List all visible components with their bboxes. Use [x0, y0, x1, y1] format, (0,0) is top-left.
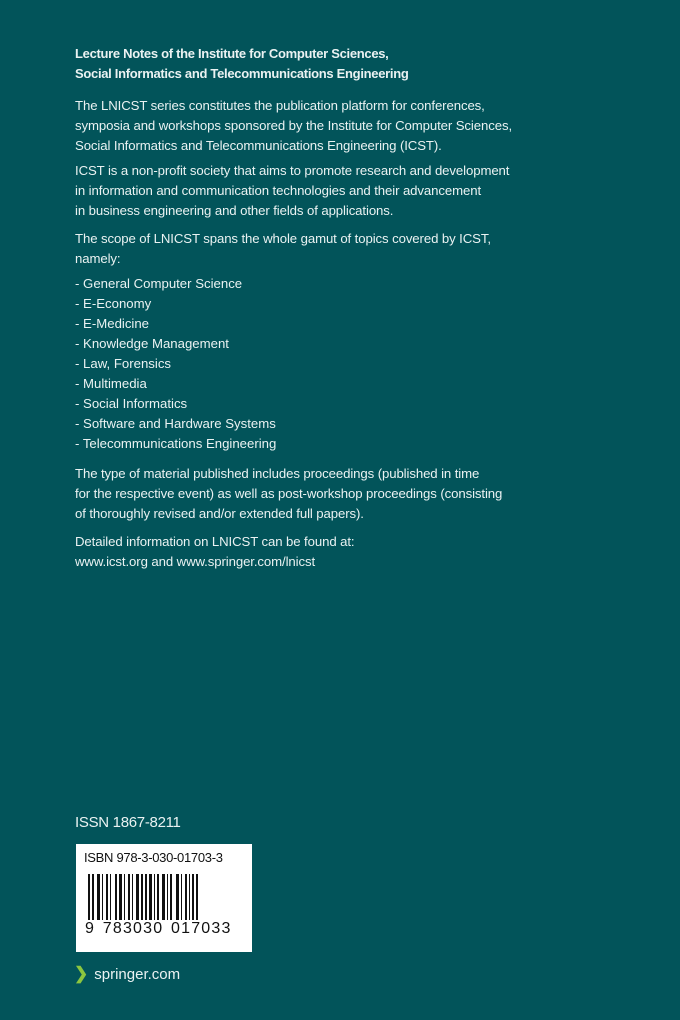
- list-item: - Telecommunications Engineering: [75, 436, 277, 451]
- info-paragraph: Detailed information on LNICST can be found at: www.icst.org and www.springer.com/lnicst: [75, 534, 355, 569]
- icst-paragraph: ICST is a non-profit society that aims to promote research and development in information and communication technologies and their advancement in business engineering and other fields of applications.: [75, 163, 510, 218]
- series-title-line: Lecture Notes of the Institute for Computer Sciences,: [75, 46, 389, 61]
- list-item: - General Computer Science: [75, 276, 243, 291]
- list-item: - E-Medicine: [75, 316, 150, 331]
- isbn-label: ISBN 978-3-030-01703-3: [84, 850, 223, 865]
- material-paragraph: The type of material published includes proceedings (published in time for the respective event) as well as post-workshop proceedings (consisting of thoroughly revised and/or extended full papers).: [75, 466, 503, 521]
- intro-paragraph: The LNICST series constitutes the publication platform for conferences, symposia and workshops sponsored by the Institute for Computer Sciences, Social Informatics and Telecommunications Engineering (ICST).: [75, 98, 513, 153]
- list-item: - Social Informatics: [75, 396, 188, 411]
- list-item: - Law, Forensics: [75, 356, 172, 371]
- scope-paragraph: The scope of LNICST spans the whole gamut of topics covered by ICST, namely:: [75, 231, 491, 266]
- series-title: [75, 44, 555, 84]
- list-item: - Software and Hardware Systems: [75, 416, 276, 431]
- issn: ISSN 1867-8211: [75, 814, 181, 831]
- back-cover-content: [75, 44, 555, 577]
- info-links: www.icst.org and www.springer.com/lnicst: [75, 554, 316, 569]
- list-item: - Knowledge Management: [75, 336, 229, 351]
- chevron-right-icon: ❯: [74, 964, 89, 983]
- barcode-digits: 9 783030 017033: [85, 920, 232, 937]
- series-title-line: Social Informatics and Telecommunications Engineering: [75, 66, 409, 81]
- topic-list: [75, 274, 555, 454]
- isbn-barcode: [76, 844, 252, 952]
- springer-link[interactable]: [74, 964, 180, 984]
- springer-label: springer.com: [94, 965, 181, 983]
- list-item: - E-Economy: [75, 296, 152, 311]
- list-item: - Multimedia: [75, 376, 147, 391]
